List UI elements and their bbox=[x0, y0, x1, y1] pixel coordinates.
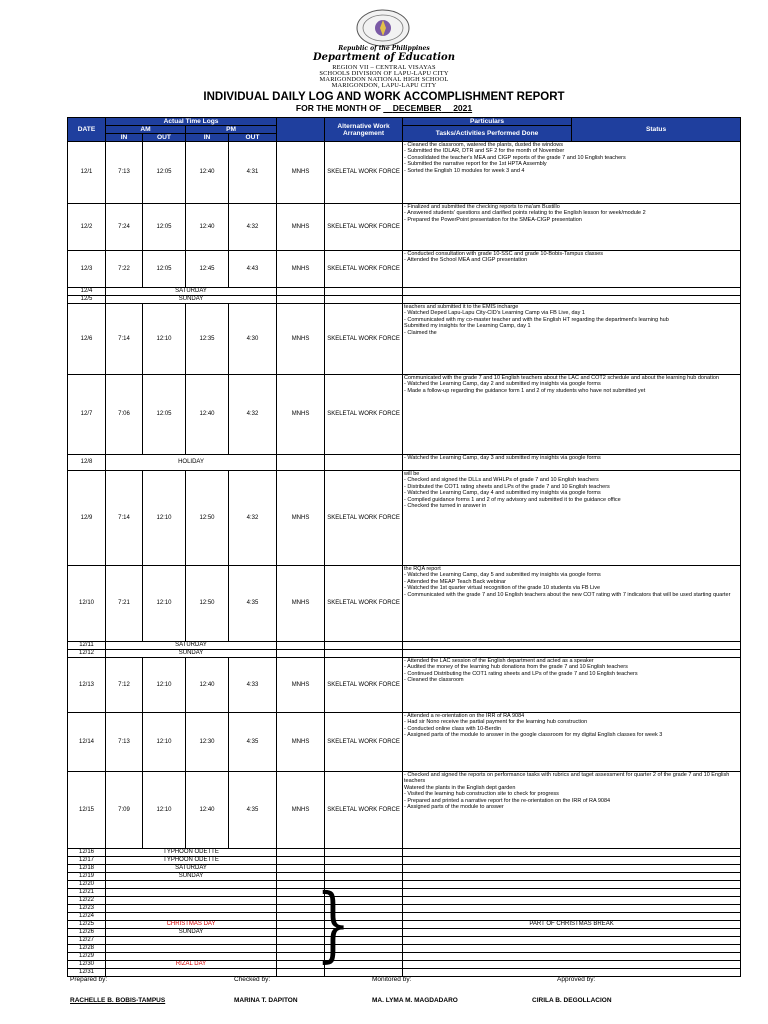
cell-date: 12/17 bbox=[68, 857, 106, 865]
col-status: Status bbox=[572, 118, 741, 142]
cell-am-in: 7:13 bbox=[106, 142, 143, 204]
prepared-by-name: RACHELLE B. BOBIS-TAMPUS bbox=[70, 997, 166, 1004]
table-row bbox=[68, 897, 741, 905]
task-line: - Made a follow-up regarding the guidance form 1 and 2 of my students who have not submitted yet bbox=[404, 387, 646, 394]
cell-arrangement bbox=[325, 455, 403, 471]
cell-pm-in: 12:30 bbox=[186, 713, 229, 772]
cell-arrangement: SKELETAL WORK FORCE bbox=[325, 772, 403, 849]
cell-day-note bbox=[106, 881, 277, 889]
cell-tasks-note: PART OF CHRISTMAS BREAK bbox=[403, 921, 741, 929]
table-row bbox=[68, 873, 741, 881]
cell-place: MNHS bbox=[277, 566, 325, 642]
cell-pm-in: 12:40 bbox=[186, 142, 229, 204]
cell-am-in: 7:13 bbox=[106, 713, 143, 772]
cell-pm-out: 4:31 bbox=[229, 142, 277, 204]
cell-tasks bbox=[403, 642, 741, 650]
table-row bbox=[68, 913, 741, 921]
task-line: - Answered students' questions and clarified points relating to the English lesson for week/module 2 bbox=[404, 210, 646, 217]
cell-arrangement: SKELETAL WORK FORCE bbox=[325, 566, 403, 642]
task-line: - Conducted consultation with grade 10-SSC and grade 10-Bobis-Tampus classes bbox=[404, 251, 604, 257]
cell-pm-in: 12:50 bbox=[186, 471, 229, 566]
cell-arrangement bbox=[325, 288, 403, 296]
task-line: - Conducted online class with 10-Berdin bbox=[404, 725, 501, 732]
task-line: - Attended a re-orientation on the IRR of RA 9084 bbox=[404, 713, 525, 719]
cell-pm-out: 4:32 bbox=[229, 471, 277, 566]
cell-day-note: SATURDAY bbox=[106, 642, 277, 650]
cell-pm-in: 12:40 bbox=[186, 772, 229, 849]
table-row bbox=[68, 296, 741, 304]
cell-am-out: 12:05 bbox=[143, 142, 186, 204]
cell-place: MNHS bbox=[277, 304, 325, 375]
table-row bbox=[68, 889, 741, 897]
cell-day-note bbox=[106, 945, 277, 953]
col-particulars: Particulars bbox=[403, 118, 572, 126]
cell-pm-out: 4:35 bbox=[229, 566, 277, 642]
cell-arrangement: SKELETAL WORK FORCE bbox=[325, 713, 403, 772]
cell-tasks bbox=[403, 881, 741, 889]
department-line: Department of Education bbox=[313, 52, 455, 63]
cell-am-in: 7:14 bbox=[106, 304, 143, 375]
cell-pm-in: 12:40 bbox=[186, 658, 229, 713]
cell-arrangement bbox=[325, 849, 403, 857]
cell-day-note bbox=[106, 905, 277, 913]
cell-pm-in: 12:40 bbox=[186, 375, 229, 455]
table-row bbox=[68, 937, 741, 945]
month-value: DECEMBER 2021 bbox=[392, 103, 473, 113]
col-am: AM bbox=[106, 126, 186, 134]
cell-am-out: 12:10 bbox=[143, 658, 186, 713]
cell-day-note bbox=[106, 889, 277, 897]
cell-date: 12/28 bbox=[68, 945, 106, 953]
col-time-logs: Actual Time Logs bbox=[106, 118, 277, 126]
approved-by-name: CIRILA B. DEGOLLACION bbox=[532, 997, 612, 1004]
cell-tasks bbox=[403, 937, 741, 945]
cell-date: 12/19 bbox=[68, 873, 106, 881]
cell-day-note bbox=[106, 897, 277, 905]
task-line: - Checked and signed the reports on performance tasks with rubrics and taget assessment for quarter 2 of the grade 7 and 10 English teachers bbox=[404, 772, 730, 785]
cell-tasks bbox=[403, 889, 741, 897]
division-line: SCHOOLS DIVISION OF LAPU-LAPU CITY bbox=[319, 70, 449, 77]
task-line: will be bbox=[404, 471, 420, 477]
task-line: - Attended the LAC session of the English department and acted as a speaker bbox=[404, 658, 594, 664]
table-row bbox=[68, 849, 741, 857]
cell-tasks bbox=[403, 953, 741, 961]
cell-pm-out: 4:35 bbox=[229, 713, 277, 772]
col-am-in: IN bbox=[106, 134, 143, 142]
cell-place bbox=[277, 849, 325, 857]
monitored-by-label: Monitored by: bbox=[372, 976, 412, 983]
cell-place: MNHS bbox=[277, 713, 325, 772]
cell-day-note: HOLIDAY bbox=[106, 455, 277, 471]
cell-day-note: SUNDAY bbox=[106, 650, 277, 658]
report-title: INDIVIDUAL DAILY LOG AND WORK ACCOMPLISHMENT REPORT bbox=[203, 91, 565, 103]
cell-am-in: 7:06 bbox=[106, 375, 143, 455]
year-value: 2021 bbox=[453, 103, 473, 113]
cell-tasks bbox=[403, 288, 741, 296]
task-line: - Attended the School MEA and CIGP presentation bbox=[404, 257, 528, 264]
cell-day-note: TYPHOON ODETTE bbox=[106, 857, 277, 865]
cell-arrangement: SKELETAL WORK FORCE bbox=[325, 204, 403, 251]
cell-tasks bbox=[403, 961, 741, 969]
cell-tasks bbox=[403, 849, 741, 857]
table-row bbox=[68, 455, 741, 471]
cell-day-note: TYPHOON ODETTE bbox=[106, 849, 277, 857]
task-line: - Audited the money of the learning hub donations from the grade 7 and 10 English teachers bbox=[404, 664, 628, 671]
cell-am-out: 12:10 bbox=[143, 471, 186, 566]
table-row bbox=[68, 204, 741, 251]
cell-date: 12/29 bbox=[68, 953, 106, 961]
task-line: - Assigned parts of the module to answer in the google classroom for my digital English classes for week 3 bbox=[404, 732, 663, 739]
cell-place: MNHS bbox=[277, 142, 325, 204]
monitored-by-name: MA. LYMA M. MAGDADARO bbox=[372, 997, 458, 1004]
cell-arrangement: SKELETAL WORK FORCE bbox=[325, 304, 403, 375]
cell-pm-in: 12:35 bbox=[186, 304, 229, 375]
cell-pm-out: 4:43 bbox=[229, 251, 277, 288]
task-line: - Prepared the PowerPoint presentation for the SMEA-CIGP presentation bbox=[404, 216, 582, 223]
task-line: - Submitted the narrative report for the 1st HPTA Assembly bbox=[404, 161, 547, 168]
task-line: - Prepared and printed a narrative report for the re-orientation on the IRR of RA 9084 bbox=[404, 797, 611, 804]
col-alt-arrangement: Alternative Work Arrangement bbox=[325, 118, 403, 142]
task-line: - Cleaned the classroom bbox=[404, 677, 464, 684]
deped-seal-logo bbox=[354, 8, 412, 48]
table-row bbox=[68, 642, 741, 650]
task-line: - Checked the turned in answer in bbox=[404, 503, 487, 510]
cell-am-out: 12:10 bbox=[143, 566, 186, 642]
task-line: - Watched the 1st quarter virtual recognition of the grade 10 students via FB Live bbox=[404, 585, 601, 592]
task-line: - Finalized and submitted the checking reports to ma'am Bustillo bbox=[404, 204, 560, 210]
task-line: teachers and submitted it to the EMIS incharge bbox=[404, 304, 519, 310]
cell-day-note: SATURDAY bbox=[106, 865, 277, 873]
report-month bbox=[0, 104, 768, 113]
cell-am-in: 7:24 bbox=[106, 204, 143, 251]
cell-pm-in: 12:45 bbox=[186, 251, 229, 288]
cell-place: MNHS bbox=[277, 772, 325, 849]
cell-tasks bbox=[403, 204, 741, 251]
task-line: - Checked and signed the DLLs and WHLPs of grade 7 and 10 English teachers bbox=[404, 477, 599, 484]
region-line: REGION VII – CENTRAL VISAYAS bbox=[332, 64, 436, 71]
cell-am-out: 12:10 bbox=[143, 304, 186, 375]
task-line: - Assigned parts of the module to answer bbox=[404, 804, 504, 811]
cell-am-in: 7:09 bbox=[106, 772, 143, 849]
cell-date: 12/1 bbox=[68, 142, 106, 204]
cell-arrangement: SKELETAL WORK FORCE bbox=[325, 375, 403, 455]
table-row bbox=[68, 921, 741, 929]
cell-tasks bbox=[403, 658, 741, 713]
cell-place: MNHS bbox=[277, 471, 325, 566]
cell-place bbox=[277, 642, 325, 650]
task-line: - Visited the learning hub construction site to check for progress bbox=[404, 791, 559, 798]
cell-day-note bbox=[106, 913, 277, 921]
col-pm-out: OUT bbox=[229, 134, 277, 142]
cell-day-note: CHRISTMAS DAY bbox=[106, 921, 277, 929]
col-pm-in: IN bbox=[186, 134, 229, 142]
table-row bbox=[68, 953, 741, 961]
cell-am-out: 12:10 bbox=[143, 713, 186, 772]
cell-pm-out: 4:32 bbox=[229, 375, 277, 455]
cell-am-in: 7:14 bbox=[106, 471, 143, 566]
cell-arrangement: SKELETAL WORK FORCE bbox=[325, 251, 403, 288]
cell-arrangement: SKELETAL WORK FORCE bbox=[325, 658, 403, 713]
cell-date: 12/30 bbox=[68, 961, 106, 969]
cell-place bbox=[277, 455, 325, 471]
cell-date: 12/27 bbox=[68, 937, 106, 945]
school-line: MARIGONDON NATIONAL HIGH SCHOOL bbox=[319, 76, 449, 83]
cell-date: 12/10 bbox=[68, 566, 106, 642]
cell-tasks bbox=[403, 905, 741, 913]
cell-date: 12/26 bbox=[68, 929, 106, 937]
task-line: - Attended the MEAP Teach Back webinar bbox=[404, 578, 506, 585]
address-line: MARIGONDON, LAPU-LAPU CITY bbox=[331, 82, 437, 89]
cell-day-note: SUNDAY bbox=[106, 873, 277, 881]
task-line: - Had sir Nono receive the partial payment for the learning hub construction bbox=[404, 719, 588, 726]
task-line: - Compiled guidance forms 1 and 2 of my advisory and submitted it to the guidance office bbox=[404, 496, 621, 503]
task-line: - Watched the Learning Camp, day 4 and submitted my insights via google forms bbox=[404, 490, 601, 497]
cell-date: 12/25 bbox=[68, 921, 106, 929]
task-line: Communicated with the grade 7 and 10 English teachers about the LAC and COT2 schedule and about the learning hub donation bbox=[404, 375, 719, 381]
task-line: - Watched the Learning Camp, day 2 and submitted my insights via google forms bbox=[404, 381, 601, 388]
table-row bbox=[68, 713, 741, 772]
cell-date: 12/21 bbox=[68, 889, 106, 897]
cell-am-out: 12:05 bbox=[143, 204, 186, 251]
task-line: - Consolidated the teacher's MEA and CIGP reports of the grade 7 and 10 English teachers bbox=[404, 154, 626, 161]
col-tasks: Tasks/Activities Performed Done bbox=[403, 126, 572, 142]
cell-place bbox=[277, 296, 325, 304]
cell-pm-out: 4:35 bbox=[229, 772, 277, 849]
cell-place bbox=[277, 865, 325, 873]
cell-arrangement bbox=[325, 865, 403, 873]
cell-day-note: SUNDAY bbox=[106, 296, 277, 304]
cell-tasks bbox=[403, 865, 741, 873]
task-line: - Claimed the bbox=[404, 329, 437, 336]
task-line: - Communicated with my co-master teacher and with the English HT regarding the department's learning hub bbox=[404, 316, 669, 323]
cell-date: 12/20 bbox=[68, 881, 106, 889]
table-row bbox=[68, 471, 741, 566]
cell-arrangement bbox=[325, 857, 403, 865]
cell-date: 12/31 bbox=[68, 969, 106, 977]
cell-tasks bbox=[403, 650, 741, 658]
cell-tasks bbox=[403, 304, 741, 375]
cell-pm-out: 4:33 bbox=[229, 658, 277, 713]
task-line: - Communicated with the grade 7 and 10 English teachers about the new COT rating with 7 indicators that will be used starting quarter bbox=[404, 591, 731, 598]
cell-date: 12/7 bbox=[68, 375, 106, 455]
table-row bbox=[68, 961, 741, 969]
task-line: - Watched the Learning Camp, day 5 and submitted my insights via google forms bbox=[404, 572, 601, 579]
cell-date: 12/14 bbox=[68, 713, 106, 772]
cell-date: 12/6 bbox=[68, 304, 106, 375]
cell-place bbox=[277, 650, 325, 658]
cell-tasks bbox=[403, 857, 741, 865]
cell-arrangement: SKELETAL WORK FORCE bbox=[325, 142, 403, 204]
cell-date: 12/16 bbox=[68, 849, 106, 857]
bracket-brace: } bbox=[316, 876, 351, 971]
table-row bbox=[68, 658, 741, 713]
table-row bbox=[68, 865, 741, 873]
cell-am-in: 7:21 bbox=[106, 566, 143, 642]
table-row bbox=[68, 929, 741, 937]
cell-place: MNHS bbox=[277, 658, 325, 713]
cell-tasks bbox=[403, 455, 741, 471]
cell-arrangement: SKELETAL WORK FORCE bbox=[325, 471, 403, 566]
cell-place bbox=[277, 288, 325, 296]
table-row bbox=[68, 304, 741, 375]
cell-am-in: 7:12 bbox=[106, 658, 143, 713]
month-label: FOR THE MONTH OF bbox=[295, 103, 381, 113]
cell-arrangement bbox=[325, 642, 403, 650]
cell-date: 12/11 bbox=[68, 642, 106, 650]
cell-place: MNHS bbox=[277, 204, 325, 251]
table-row bbox=[68, 375, 741, 455]
task-line: - Continued Distributing the COT1 rating sheets and LPs of the grade 7 and 10 English teachers bbox=[404, 670, 638, 677]
cell-date: 12/23 bbox=[68, 905, 106, 913]
cell-date: 12/2 bbox=[68, 204, 106, 251]
cell-place: MNHS bbox=[277, 251, 325, 288]
task-line: the RQA report bbox=[404, 566, 441, 572]
cell-tasks bbox=[403, 471, 741, 566]
cell-date: 12/24 bbox=[68, 913, 106, 921]
cell-date: 12/3 bbox=[68, 251, 106, 288]
table-row bbox=[68, 142, 741, 204]
cell-date: 12/12 bbox=[68, 650, 106, 658]
table-row bbox=[68, 772, 741, 849]
cell-date: 12/4 bbox=[68, 288, 106, 296]
cell-am-out: 12:05 bbox=[143, 375, 186, 455]
table-row bbox=[68, 945, 741, 953]
table-row bbox=[68, 857, 741, 865]
cell-arrangement bbox=[325, 296, 403, 304]
cell-tasks bbox=[403, 913, 741, 921]
task-line: - Watched Deped Lapu-Lapu City-CID's Learning Camp via FB Live, day 1 bbox=[404, 310, 585, 317]
task-line: - Cleaned the classroom, watered the plants, dusted the windows bbox=[404, 142, 564, 148]
cell-date: 12/13 bbox=[68, 658, 106, 713]
cell-day-note: SATURDAY bbox=[106, 288, 277, 296]
table-row bbox=[68, 566, 741, 642]
cell-tasks bbox=[403, 375, 741, 455]
cell-am-out: 12:05 bbox=[143, 251, 186, 288]
cell-tasks bbox=[403, 897, 741, 905]
cell-tasks bbox=[403, 873, 741, 881]
cell-am-in: 7:22 bbox=[106, 251, 143, 288]
table-row bbox=[68, 251, 741, 288]
table-row bbox=[68, 650, 741, 658]
approved-by-label: Approved by: bbox=[557, 976, 596, 983]
task-line: - Distributed the COT1 rating sheets and LPs of the grade 7 and 10 English teachers bbox=[404, 483, 610, 490]
republic-line: Republic of the Philippines bbox=[338, 45, 430, 52]
cell-pm-out: 4:32 bbox=[229, 204, 277, 251]
checked-by-name: MARINA T. DAPITON bbox=[234, 997, 298, 1004]
cell-place bbox=[277, 857, 325, 865]
cell-day-note bbox=[106, 937, 277, 945]
cell-date: 12/9 bbox=[68, 471, 106, 566]
cell-date: 12/22 bbox=[68, 897, 106, 905]
table-row bbox=[68, 905, 741, 913]
cell-pm-in: 12:50 bbox=[186, 566, 229, 642]
cell-tasks bbox=[403, 251, 741, 288]
cell-am-out: 12:10 bbox=[143, 772, 186, 849]
col-place bbox=[277, 118, 325, 142]
cell-tasks bbox=[403, 929, 741, 937]
cell-day-note: SUNDAY bbox=[106, 929, 277, 937]
cell-pm-out: 4:30 bbox=[229, 304, 277, 375]
prepared-by-label: Prepared by: bbox=[70, 976, 108, 983]
cell-date: 12/15 bbox=[68, 772, 106, 849]
table-row bbox=[68, 288, 741, 296]
task-line: - Submitted the IDLAR, DTR and SF 2 for the month of November bbox=[404, 148, 565, 155]
cell-day-note bbox=[106, 953, 277, 961]
cell-date: 12/8 bbox=[68, 455, 106, 471]
cell-tasks bbox=[403, 945, 741, 953]
col-pm: PM bbox=[186, 126, 277, 134]
cell-tasks bbox=[403, 713, 741, 772]
cell-date: 12/18 bbox=[68, 865, 106, 873]
daily-log-table bbox=[67, 117, 741, 977]
task-line: Submitted my insights for the Learning Camp, day 1 bbox=[404, 323, 531, 330]
cell-arrangement bbox=[325, 650, 403, 658]
cell-tasks bbox=[403, 296, 741, 304]
col-date: DATE bbox=[68, 118, 106, 142]
task-line: - Watched the Learning Camp, day 3 and submitted my insights via google forms bbox=[404, 455, 601, 461]
col-am-out: OUT bbox=[143, 134, 186, 142]
task-line: - Sorted the English 10 modules for week 3 and 4 bbox=[404, 167, 525, 174]
cell-day-note: RIZAL DAY bbox=[106, 961, 277, 969]
cell-tasks bbox=[403, 772, 741, 849]
cell-place: MNHS bbox=[277, 375, 325, 455]
task-line: Watered the plants in the English dept garden bbox=[404, 784, 516, 791]
cell-tasks bbox=[403, 142, 741, 204]
checked-by-label: Checked by: bbox=[234, 976, 271, 983]
cell-tasks bbox=[403, 566, 741, 642]
cell-pm-in: 12:40 bbox=[186, 204, 229, 251]
cell-date: 12/5 bbox=[68, 296, 106, 304]
table-row bbox=[68, 881, 741, 889]
log-body bbox=[68, 142, 741, 977]
